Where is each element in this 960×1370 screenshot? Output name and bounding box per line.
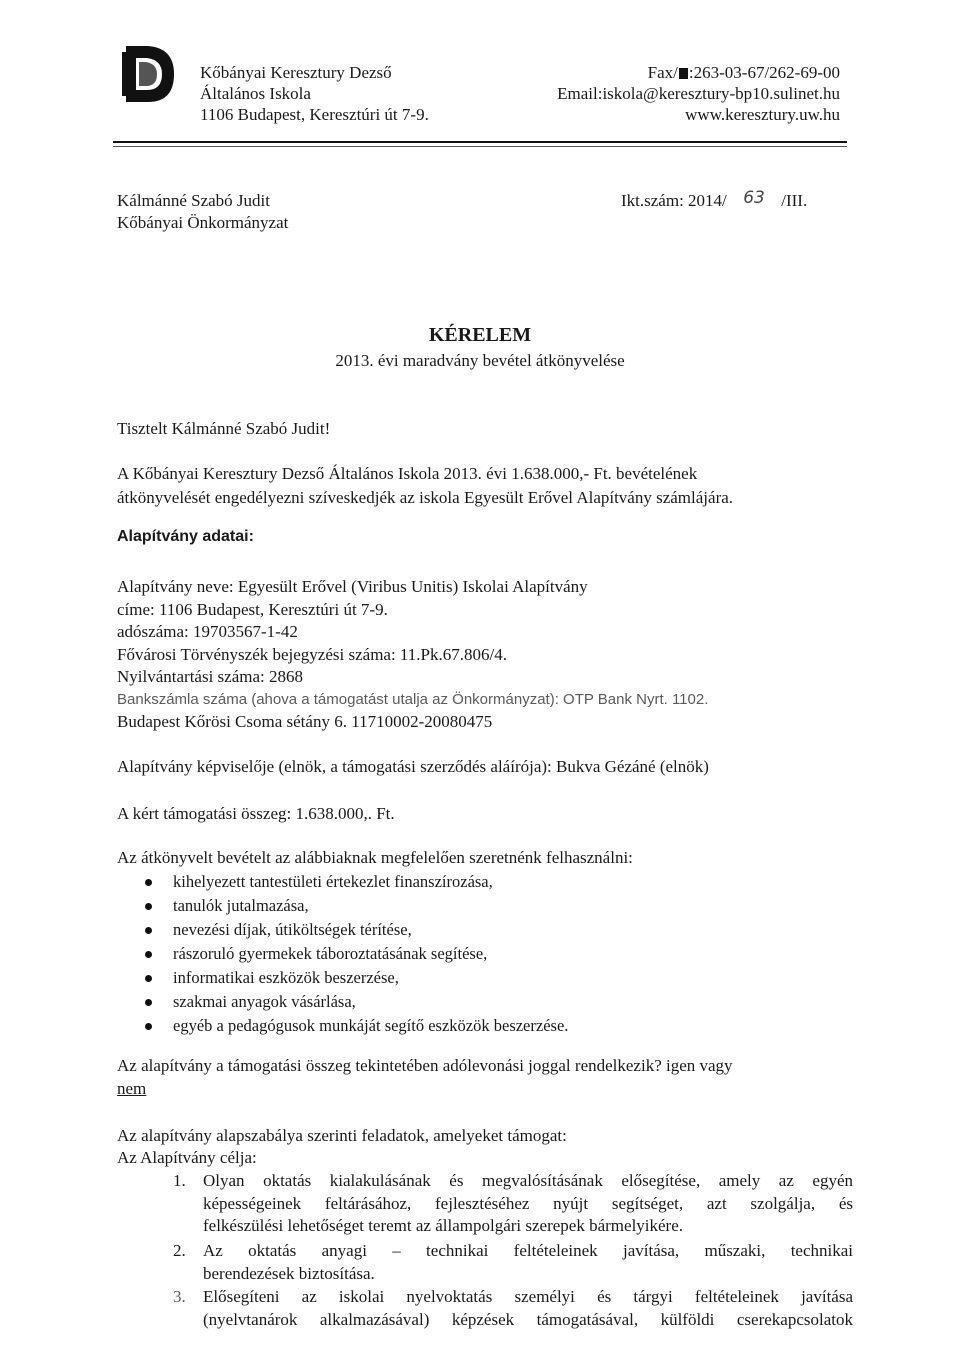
foundation-details	[117, 576, 857, 734]
document-subtitle: 2013. évi maradvány bevétel átkönyvelése	[335, 351, 625, 370]
email-line: Email:iskola@keresztury-bp10.sulinet.hu	[557, 84, 840, 103]
tax-question-line: Az alapítvány a támogatási összeg tekintetében adólevonási joggal rendelkezik? igen vagy	[117, 1056, 733, 1075]
recipient-name: Kálmánné Szabó Judit	[117, 191, 270, 210]
list-item: tanulók jutalmazása,	[173, 894, 833, 918]
school-type: Általános Iskola	[200, 84, 311, 103]
goals-label: Az Alapítvány célja:	[117, 1148, 257, 1167]
recipient-org: Kőbányai Önkormányzat	[117, 213, 289, 232]
phone-icon	[679, 68, 688, 79]
school-address: 1106 Budapest, Keresztúri út 7-9.	[200, 105, 429, 124]
school-name: Kőbányai Keresztury Dezső	[200, 63, 392, 82]
school-info	[200, 62, 429, 125]
reference-suffix: /III.	[781, 191, 808, 210]
goal-item-2: 2. Az oktatás anyagi – technikai feltételeinek javítása, műszaki, technikai berendezések biztosítása.	[173, 1241, 853, 1283]
bullet-icon	[145, 903, 152, 910]
intro-line-2: átkönyvelését engedélyezni szíveskedjék az iskola Egyesült Erővel Alapítvány számlájára.	[117, 488, 734, 507]
list-item: szakmai anyagok vásárlása,	[173, 990, 833, 1014]
goals-intro-block	[117, 1125, 567, 1169]
foundation-registry-number: Nyilvántartási száma: 2868	[117, 667, 304, 686]
list-item: informatikai eszközök beszerzése,	[173, 966, 833, 990]
list-item: rászoruló gyermekek táboroztatásának segítése,	[173, 942, 833, 966]
foundation-bank-address: Budapest Kőrösi Csoma sétány 6. 11710002-20080475	[117, 712, 493, 731]
school-logo	[120, 42, 178, 106]
web-line: www.keresztury.uw.hu	[685, 105, 840, 124]
foundation-court-registration: Fővárosi Törvényszék bejegyzési száma: 11.Pk.67.806/4.	[117, 644, 507, 664]
header-divider-thin	[113, 146, 847, 147]
intro-paragraph	[117, 462, 857, 510]
recipient-block	[117, 190, 288, 234]
fax-label: Fax/	[647, 63, 678, 82]
bullet-icon	[145, 879, 152, 886]
goal-number: 1.	[173, 1171, 186, 1190]
foundation-heading: Alapítvány adatai:	[117, 528, 254, 545]
bullet-icon	[145, 999, 152, 1006]
usage-list	[173, 870, 833, 1038]
foundation-tax-number: adószáma: 19703567-1-42	[117, 622, 298, 641]
goal-item-3: 3. Elősegíteni az iskolai nyelvoktatás személyi és tárgyi feltételeinek javítása (nyelvtanárok alkalmazásával) képzések támogatásával, külföldi cserekapcsolatok	[173, 1287, 853, 1329]
list-item: nevezési díjak, útiköltségek térítése,	[173, 918, 833, 942]
goals-intro: Az alapítvány alapszabálya szerinti feladatok, amelyeket támogat:	[117, 1126, 567, 1145]
reference-handwritten: 63	[743, 188, 765, 208]
list-item: kihelyezett tantestületi értekezlet finanszírozása,	[173, 870, 833, 894]
foundation-address: címe: 1106 Budapest, Keresztúri út 7-9.	[117, 599, 388, 619]
foundation-bank-account: Bankszámla száma (ahova a támogatást utalja az Önkormányzat): OTP Bank Nyrt. 1102.	[117, 690, 709, 708]
salutation: Tisztelt Kálmánné Szabó Judit!	[117, 419, 331, 438]
contact-info	[557, 62, 840, 125]
bullet-icon	[145, 927, 152, 934]
bullet-icon	[145, 975, 152, 982]
fax-value: :263-03-67/262-69-00	[688, 63, 840, 82]
bullet-icon	[145, 951, 152, 958]
foundation-name: Alapítvány neve: Egyesült Erővel (Viribus Unitis) Iskolai Alapítvány	[117, 577, 588, 596]
goal-number: 3.	[173, 1287, 186, 1306]
goal-item-1: 1. Olyan oktatás kialakulásának és megvalósításának elősegítése, amely az egyén képességeinek feltárásához, fejlesztéséhez nyújt segítséget, azt szolgálja, és felkészülési lehetőséget teremt az állampolgári szerepek bármelyikére.	[173, 1171, 853, 1235]
fax-line	[557, 62, 840, 83]
foundation-representative: Alapítvány képviselője (elnök, a támogatási szerződés aláírója): Bukva Gézáné (elnök)	[117, 757, 709, 776]
reference-number	[621, 190, 807, 212]
tax-question	[117, 1054, 733, 1100]
document-title: KÉRELEM	[428, 324, 532, 346]
reference-prefix: Ikt.szám: 2014/	[621, 191, 727, 210]
intro-line-1: A Kőbányai Keresztury Dezső Általános Iskola 2013. évi 1.638.000,- Ft. bevételének	[117, 464, 698, 483]
bullet-icon	[145, 1023, 152, 1030]
list-item: egyéb a pedagógusok munkáját segítő eszközök beszerzése.	[173, 1014, 833, 1038]
goal-number: 2.	[173, 1241, 186, 1260]
header-divider	[113, 141, 847, 143]
usage-intro: Az átkönyvelt bevételt az alábbiaknak megfelelően szeretnénk felhasználni:	[117, 848, 633, 867]
tax-question-answer: nem	[117, 1079, 147, 1098]
requested-amount: A kért támogatási összeg: 1.638.000,. Ft.	[117, 804, 395, 823]
